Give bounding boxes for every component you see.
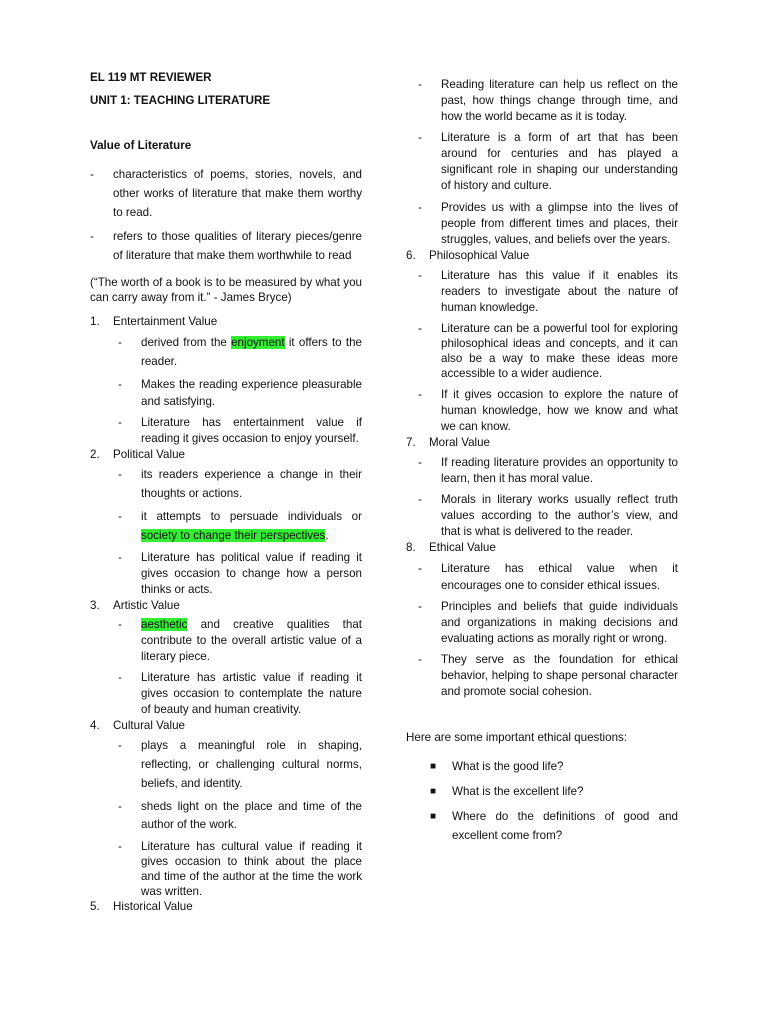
bullet: - Makes the reading experience pleasurable and satisfying. bbox=[118, 378, 362, 408]
bullet: - If it gives occasion to explore the nature of human knowledge, how we know and what we can know. bbox=[418, 388, 678, 433]
question-item: ■ What is the excellent life? bbox=[406, 782, 678, 801]
bullet: - Principles and beliefs that guide individuals and organizations in making decisions and evaluating actions as morally right or wrong. bbox=[418, 600, 678, 645]
bullet: - Morals in literary works usually reflect truth values according to the author’s view, and that is what is delivered to the reader. bbox=[418, 493, 678, 538]
bullet: - Literature can be a powerful tool for exploring philosophical ideas and concepts, and it can also be a way to make these ideas more accessible to a wider audience. bbox=[418, 322, 678, 380]
value-heading-ethical: 8. Ethical Value bbox=[406, 541, 496, 554]
value-heading-cultural: 4. Cultural Value bbox=[90, 719, 185, 732]
bullet: - plays a meaningful role in shaping, reflecting, or challenging cultural norms, beliefs, and identity. bbox=[118, 739, 362, 790]
bullet: - Provides us with a glimpse into the lives of people from different times and places, their struggles, values, and beliefs over the years. bbox=[418, 201, 678, 246]
highlight: society to change their perspectives bbox=[141, 529, 326, 542]
value-heading-philosophical: 6. Philosophical Value bbox=[406, 249, 530, 262]
bullet: - Literature has entertainment value if reading it gives occasion to enjoy yourself. bbox=[118, 416, 362, 445]
value-heading-entertainment: 1. Entertainment Value bbox=[90, 315, 218, 328]
question-item: ■ What is the good life? bbox=[406, 757, 678, 776]
value-heading-historical: 5. Historical Value bbox=[90, 900, 193, 913]
highlight: aesthetic bbox=[141, 618, 188, 631]
bullet: - aesthetic and creative qualities that contribute to the overall artistic value of a literary piece. bbox=[118, 618, 362, 663]
value-heading-political: 2. Political Value bbox=[90, 448, 185, 461]
bullet: - Literature has artistic value if reading it gives occasion to contemplate the nature of beauty and human creativity. bbox=[118, 671, 362, 716]
bullet: - sheds light on the place and time of the author of the work. bbox=[118, 800, 362, 831]
value-heading-moral: 7. Moral Value bbox=[406, 436, 491, 449]
highlight: enjoyment bbox=[231, 336, 285, 349]
bullet: - it attempts to persuade individuals or society to change their perspectives. bbox=[118, 510, 362, 542]
course-title: EL 119 MT REVIEWER bbox=[90, 71, 212, 84]
bullet: - Literature has ethical value when it encourages one to consider ethical issues. bbox=[418, 562, 678, 592]
section-title: Value of Literature bbox=[90, 139, 192, 152]
unit-title: UNIT 1: TEACHING LITERATURE bbox=[90, 94, 271, 107]
left-column bbox=[90, 70, 362, 914]
bullet: - They serve as the foundation for ethical behavior, helping to shape personal character and promote social cohesion. bbox=[418, 653, 678, 698]
bullet: - Literature has political value if reading it gives occasion to change how a person thinks or acts. bbox=[118, 551, 362, 596]
definition-1: - characteristics of poems, stories, novels, and other works of literature that make them worthy to read. bbox=[90, 168, 362, 219]
bullet: - Literature has this value if it enables its readers to investigate about the nature of human knowledge. bbox=[418, 269, 678, 314]
square-bullet-icon: ■ bbox=[430, 786, 437, 797]
ethical-questions-intro: Here are some important ethical questions: bbox=[406, 731, 628, 744]
bullet: - Reading literature can help us reflect on the past, how things change through time, and how the world became as it is today. bbox=[418, 78, 678, 123]
value-heading-artistic: 3. Artistic Value bbox=[90, 599, 180, 612]
bullet: - If reading literature provides an opportunity to learn, then it has moral value. bbox=[418, 456, 678, 485]
bullet: - derived from the enjoyment it offers to the reader. bbox=[118, 336, 362, 368]
bullet: - its readers experience a change in their thoughts or actions. bbox=[118, 468, 362, 500]
bullet: - Literature has cultural value if reading it gives occasion to think about the place and time of the author at the time the work was written. bbox=[118, 840, 362, 898]
question-item: ■ Where do the definitions of good and excellent come from? bbox=[406, 807, 678, 845]
square-bullet-icon: ■ bbox=[430, 811, 437, 822]
quote: (“The worth of a book is to be measured by what you can carry away from it.” - James Bryce) bbox=[90, 276, 362, 304]
right-column bbox=[406, 77, 678, 845]
square-bullet-icon: ■ bbox=[430, 761, 437, 772]
bullet: - Literature is a form of art that has been around for centuries and has played a significant role in shaping our understanding of history and culture. bbox=[418, 131, 678, 192]
definition-2: - refers to those qualities of literary pieces/genre of literature that make them worthwhile to read bbox=[90, 230, 362, 262]
